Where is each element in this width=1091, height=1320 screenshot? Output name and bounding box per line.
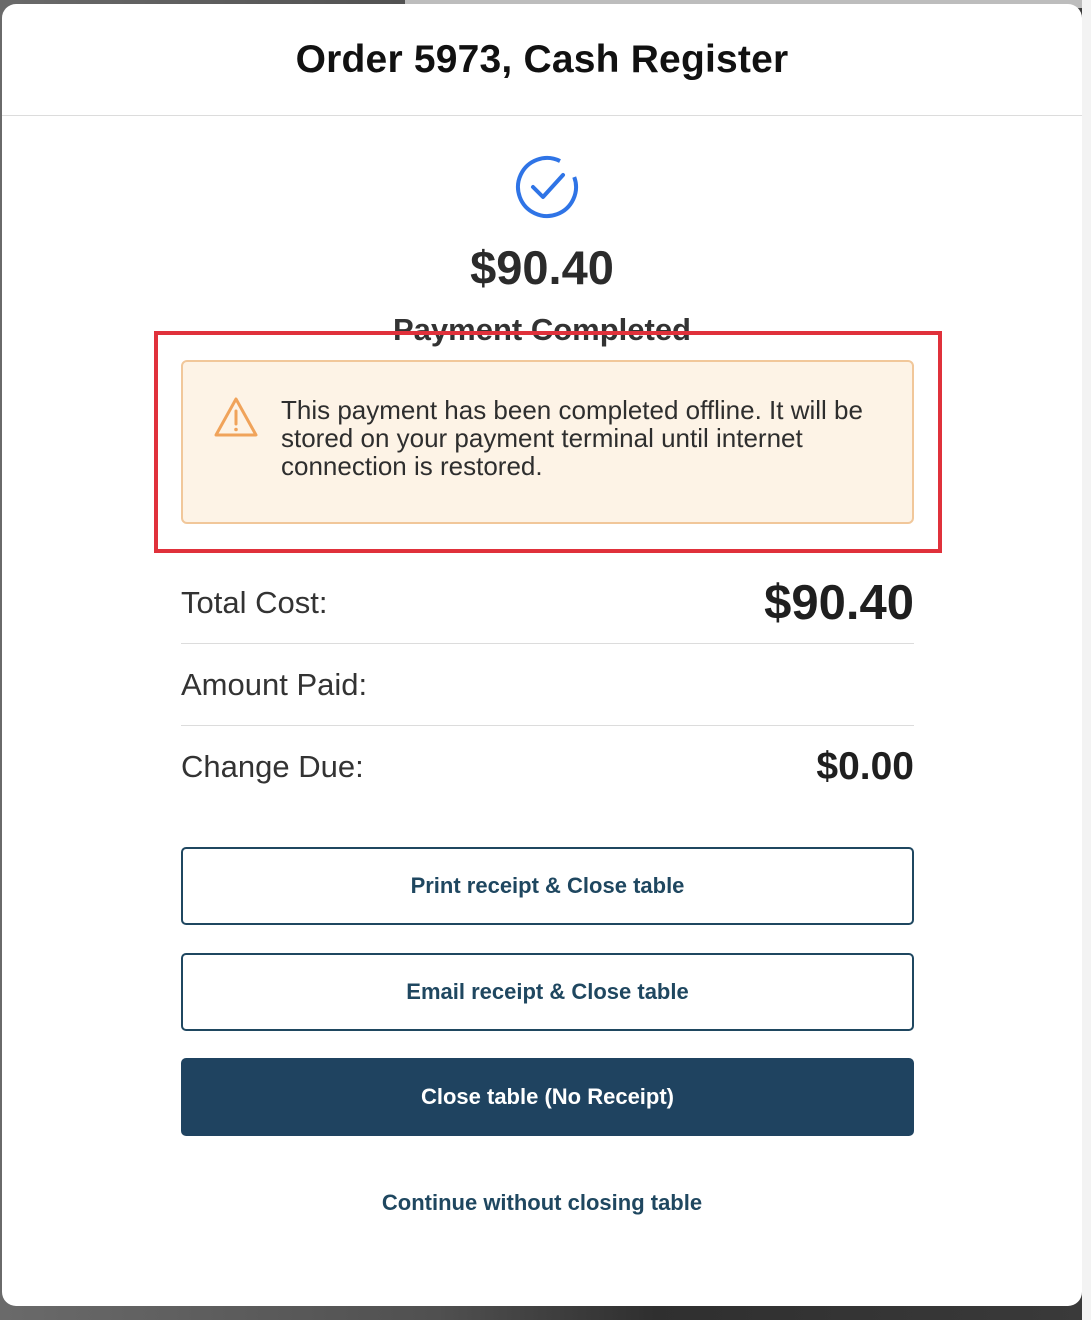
payment-modal [2,4,1082,1306]
payment-summary [181,562,914,808]
warning-triangle-icon [213,396,259,438]
check-circle-icon [514,154,580,220]
summary-row-change [181,726,914,808]
change-due-value: $0.00 [816,745,914,788]
summary-row-total [181,562,914,644]
print-receipt-button[interactable]: Print receipt & Close table [181,847,914,925]
background-edge [1082,0,1091,1320]
total-cost-value: $90.40 [764,575,914,630]
change-due-label: Change Due: [181,749,364,784]
continue-without-closing-link[interactable]: Continue without closing table [381,1190,703,1215]
payment-status: Payment Completed [392,312,691,347]
close-table-no-receipt-button[interactable]: Close table (No Receipt) [181,1058,914,1136]
summary-row-paid [181,644,914,726]
total-cost-label: Total Cost: [181,584,328,620]
modal-header [2,4,1082,116]
modal-title: Order 5973, Cash Register [295,37,789,81]
payment-amount: $90.40 [470,241,614,294]
email-receipt-button[interactable]: Email receipt & Close table [181,953,914,1031]
offline-warning-alert [181,360,914,524]
offline-warning-text: This payment has been completed offline. It will be stored on your payment terminal until internet connection is restored. [281,395,863,481]
amount-paid-label: Amount Paid: [181,666,368,702]
